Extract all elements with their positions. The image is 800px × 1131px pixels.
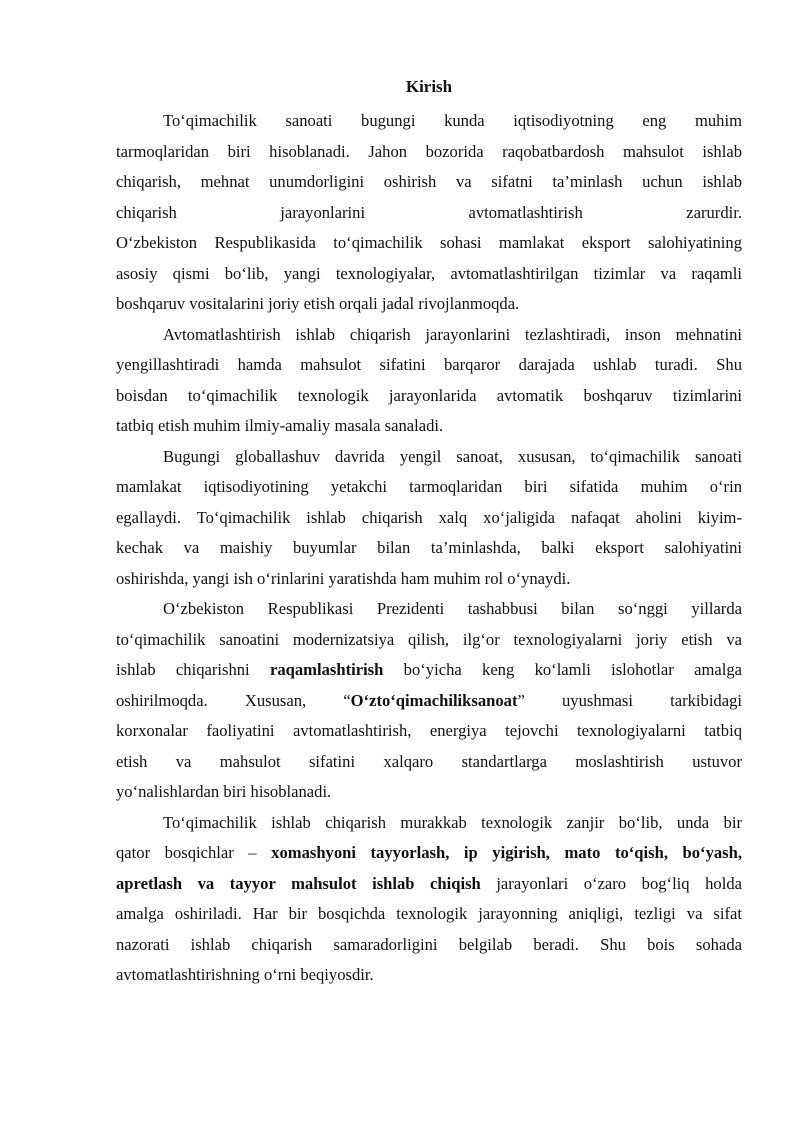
paragraph xyxy=(116,442,742,595)
text-run: ” uyushmasi tarkibidagi xyxy=(517,690,742,710)
text-run: ishlab chiqarishni xyxy=(116,660,270,679)
text-line xyxy=(116,533,742,564)
text-run: asosiy qismi bo‘lib, yangi texnologiyalar, avtomatlashtirilgan tizimlar va raqamli xyxy=(116,263,742,283)
text-line xyxy=(116,350,742,381)
text-line xyxy=(116,198,742,229)
section-heading: Kirish xyxy=(405,77,453,96)
text-line xyxy=(116,228,742,259)
text-run: oshirilmoqda. Xususan, “ xyxy=(116,690,351,710)
text-run: avtomatlashtirishning o‘rni beqiyosdir. xyxy=(116,965,374,984)
text-line xyxy=(116,381,742,412)
text-line xyxy=(116,106,742,137)
bold-text: xomashyoni tayyorlash, ip yigirish, mato to‘qish, bo‘yash, xyxy=(271,843,742,862)
text-run: kechak va maishiy buyumlar bilan ta’minlashda, balki eksport salohiyatini xyxy=(116,538,742,557)
text-run: yo‘nalishlardan biri hisoblanadi. xyxy=(116,782,332,801)
text-run: jarayonlari o‘zaro bog‘liq holda xyxy=(480,873,742,893)
text-line xyxy=(116,930,742,961)
document-page xyxy=(116,74,742,991)
text-line xyxy=(116,289,742,320)
text-line xyxy=(116,960,742,991)
text-line xyxy=(116,625,742,656)
text-line xyxy=(116,259,742,290)
text-run: boshqaruv vositalarini joriy etish orqali jadal rivojlanmoqda. xyxy=(116,294,520,313)
text-line xyxy=(116,442,742,473)
text-run: chiqarish jarayonlarini avtomatlashtirish zarurdir. xyxy=(116,202,742,222)
text-line xyxy=(116,747,742,778)
paragraph xyxy=(116,106,742,320)
text-line xyxy=(116,472,742,503)
text-run: Bugungi globallashuv davrida yengil sanoat, xususan, to‘qimachilik sanoati xyxy=(163,446,742,466)
text-run: etish va mahsulot sifatini xalqaro standartlarga moslashtirish ustuvor xyxy=(116,751,742,771)
text-run: qator bosqichlar – xyxy=(116,843,272,862)
text-run: amalga oshiriladi. Har bir bosqichda texnologik jarayonning aniqligi, tezligi va sifat xyxy=(116,904,742,923)
text-run: egallaydi. To‘qimachilik ishlab chiqarish xalq xo‘jaligida nafaqat aholini kiyim- xyxy=(116,507,742,527)
text-run: O‘zbekiston Respublikasi Prezidenti tashabbusi bilan so‘nggi yillarda xyxy=(163,599,742,618)
paragraph xyxy=(116,808,742,991)
text-line xyxy=(116,167,742,198)
text-run: korxonalar faoliyatini avtomatlashtirish, energiya tejovchi texnologiyalarni tatbiq xyxy=(116,721,742,740)
text-run: To‘qimachilik sanoati bugungi kunda iqtisodiyotning eng muhim xyxy=(163,111,742,130)
text-run: to‘qimachilik sanoatini modernizatsiya qilish, ilg‘or texnologiyalarni joriy etish va xyxy=(116,629,742,649)
text-line xyxy=(116,899,742,930)
text-line xyxy=(116,686,742,717)
text-run: nazorati ishlab chiqarish samaradorligini belgilab beradi. Shu bois sohada xyxy=(116,934,742,954)
text-run: To‘qimachilik ishlab chiqarish murakkab texnologik zanjir bo‘lib, unda bir xyxy=(163,812,742,832)
document-body xyxy=(116,106,742,991)
text-line xyxy=(116,411,742,442)
text-line xyxy=(116,838,742,869)
text-run: O‘zbekiston Respublikasida to‘qimachilik sohasi mamlakat eksport salohiyatining xyxy=(116,233,742,252)
paragraph xyxy=(116,594,742,808)
bold-text: O‘zto‘qimachiliksanoat xyxy=(350,690,518,710)
text-line xyxy=(116,655,742,686)
text-line xyxy=(116,594,742,625)
text-run: yengillashtiradi hamda mahsulot sifatini barqaror darajada ushlab turadi. Shu xyxy=(116,355,742,374)
text-line xyxy=(116,137,742,168)
paragraph xyxy=(116,320,742,442)
text-run: tarmoqlaridan biri hisoblanadi. Jahon bozorida raqobatbardosh mahsulot ishlab xyxy=(116,141,742,161)
text-line xyxy=(116,716,742,747)
text-line xyxy=(116,869,742,900)
text-line xyxy=(116,777,742,808)
text-line xyxy=(116,320,742,351)
text-line xyxy=(116,564,742,595)
text-line xyxy=(116,503,742,534)
text-run: bo‘yicha keng ko‘lamli islohotlar amalga xyxy=(383,660,742,679)
text-line xyxy=(116,808,742,839)
text-run: oshirishda, yangi ish o‘rinlarini yaratishda ham muhim rol o‘ynaydi. xyxy=(116,568,571,588)
text-run: boisdan to‘qimachilik texnologik jarayonlarida avtomatik boshqaruv tizimlarini xyxy=(116,385,742,405)
text-run: tatbiq etish muhim ilmiy-amaliy masala sanaladi. xyxy=(116,416,444,435)
text-run: Avtomatlashtirish ishlab chiqarish jarayonlarini tezlashtiradi, inson mehnatini xyxy=(163,324,742,344)
text-run: mamlakat iqtisodiyotining yetakchi tarmoqlaridan biri sifatida muhim o‘rin xyxy=(116,477,742,496)
bold-text: raqamlashtirish xyxy=(269,660,384,679)
bold-text: apretlash va tayyor mahsulot ishlab chiqish xyxy=(116,873,481,893)
text-run: chiqarish, mehnat unumdorligini oshirish va sifatni ta’minlash uchun ishlab xyxy=(116,172,742,191)
